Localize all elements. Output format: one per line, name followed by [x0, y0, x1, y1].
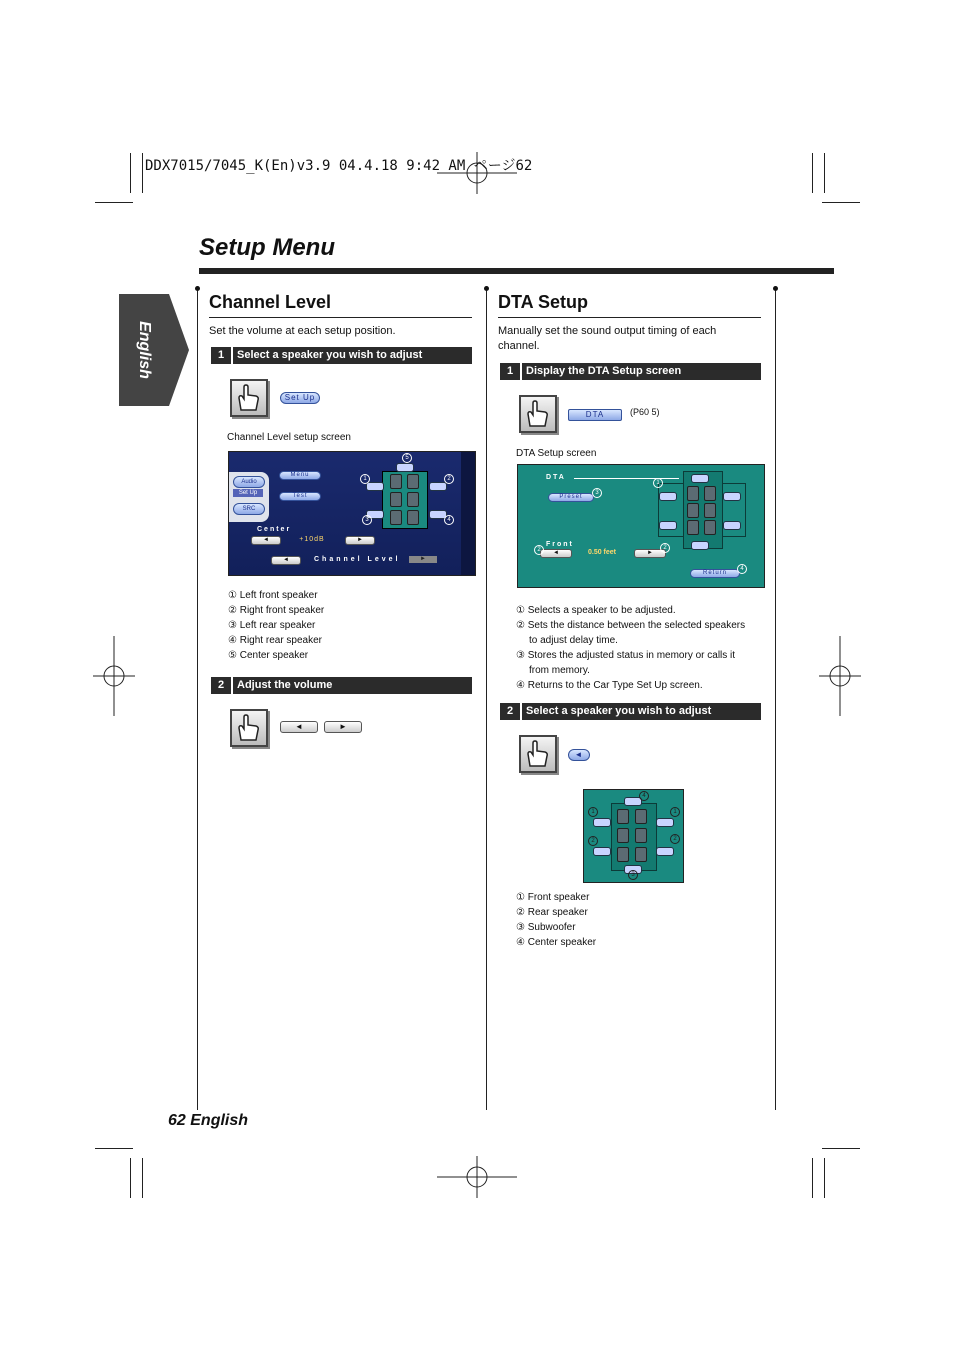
crop-mark [142, 1158, 143, 1198]
center-label: Center [257, 526, 292, 533]
speaker-icon [687, 486, 699, 501]
callout-3: 3 [592, 488, 602, 498]
speaker-icon [407, 492, 419, 507]
legend-item: from memory. [529, 665, 590, 676]
callout-4: 4 [639, 791, 649, 801]
step-label: Display the DTA Setup screen [526, 365, 682, 377]
dta-step-1 [500, 363, 761, 380]
side-src-button[interactable]: SRC [233, 503, 265, 515]
speaker-select-button[interactable]: ◄ [568, 749, 590, 761]
legend-item: to adjust delay time. [529, 635, 618, 646]
column-rule-middle [486, 290, 487, 1110]
crop-mark [822, 202, 860, 203]
column-dot [195, 286, 200, 291]
right-front-button[interactable] [429, 482, 447, 491]
speaker-icon [635, 828, 647, 843]
channel-level-title: Channel Level [209, 292, 332, 312]
callout-2: 2 [670, 834, 680, 844]
speaker-icon [390, 510, 402, 525]
channel-level-screen [228, 451, 476, 576]
right-arrow-button[interactable]: ► [345, 536, 375, 545]
speaker-icon [635, 809, 647, 824]
speaker-legend [516, 890, 596, 950]
left-front-button[interactable] [366, 482, 384, 491]
step-number: 2 [211, 677, 233, 694]
channel-level-legend [228, 588, 324, 663]
channel-level-step-1 [211, 347, 472, 364]
speaker-icon [704, 486, 716, 501]
callout-1: 1 [653, 478, 663, 488]
legend-item: ④ Center speaker [516, 937, 597, 948]
side-audio-button[interactable]: Audio [233, 476, 265, 488]
rear-right-button[interactable] [656, 847, 674, 856]
legend-item: ⑤ Center speaker [228, 650, 309, 661]
registration-mark-right [819, 636, 861, 716]
section-rule [209, 317, 472, 318]
step-number: 1 [500, 363, 522, 380]
channel-level-label: Channel Level [314, 556, 401, 563]
dta-step-2 [500, 703, 761, 720]
callout-2: 2 [534, 545, 544, 555]
speaker-icon [617, 809, 629, 824]
crop-mark [95, 202, 133, 203]
page-footer: 62 English [168, 1112, 249, 1129]
dta-setup-intro: Manually set the sound output timing of each channel. [498, 325, 717, 352]
channel-level-intro: Set the volume at each setup position. [209, 325, 396, 337]
front-right-button[interactable] [656, 818, 674, 827]
test-button[interactable]: Test [279, 492, 321, 501]
speaker-icon [704, 503, 716, 518]
page-reference: (P60 5) [630, 407, 660, 417]
left-arrow-button[interactable]: ◄ [251, 536, 281, 545]
column-rule-right [775, 290, 776, 1110]
speaker-icon [704, 520, 716, 535]
step-number: 1 [211, 347, 233, 364]
crop-mark [812, 153, 813, 193]
crop-mark [824, 153, 825, 193]
callout-2: 2 [660, 543, 670, 553]
touch-hand-icon [519, 395, 557, 433]
page-title: Setup Menu [199, 234, 335, 261]
callout-1: 1 [670, 807, 680, 817]
channel-level-screen-caption: Channel Level setup screen [227, 432, 351, 443]
crop-mark [824, 1158, 825, 1198]
column-dot [484, 286, 489, 291]
speaker-select-screen [583, 789, 684, 883]
callout-2: 2 [444, 474, 454, 484]
step-label: Select a speaker you wish to adjust [237, 349, 423, 361]
speaker-icon [617, 847, 629, 862]
front-left-button[interactable] [593, 818, 611, 827]
dta-button[interactable]: DTA [568, 409, 622, 421]
distance-up-button[interactable]: ► [634, 549, 666, 558]
callout-3: 3 [628, 870, 638, 880]
crop-mark [130, 1158, 131, 1198]
registration-mark-bottom [437, 1156, 517, 1198]
subwoofer-button[interactable] [691, 541, 709, 550]
rear-left-button[interactable] [593, 847, 611, 856]
center-speaker-button[interactable] [396, 463, 414, 472]
callout-4: 4 [737, 564, 747, 574]
step-label: Select a speaker you wish to adjust [526, 705, 712, 717]
rear-left-button[interactable] [659, 521, 677, 530]
legend-item: ② Rear speaker [516, 907, 588, 918]
crop-mark [822, 1148, 860, 1149]
next-page-button[interactable]: ► [409, 556, 437, 563]
column-dot [773, 286, 778, 291]
speaker-icon [617, 828, 629, 843]
column-rule-left [197, 290, 198, 1110]
return-button[interactable]: Return [690, 569, 740, 578]
car-diagram [382, 471, 428, 529]
registration-mark-left [93, 636, 135, 716]
touch-hand-icon [519, 735, 557, 773]
step-number: 2 [500, 703, 522, 720]
menu-button[interactable]: Menu [279, 471, 321, 480]
dta-setup-title: DTA Setup [498, 292, 588, 312]
channel-level-step-2 [211, 677, 472, 694]
volume-up-button[interactable]: ► [324, 721, 362, 733]
side-setup-button[interactable]: Set Up [233, 489, 263, 497]
rear-right-button[interactable] [723, 521, 741, 530]
legend-item: ① Front speaker [516, 892, 590, 903]
section-rule [498, 317, 761, 318]
callout-2: 2 [588, 836, 598, 846]
speaker-icon [635, 847, 647, 862]
speaker-icon [687, 520, 699, 535]
center-speaker-button[interactable] [691, 474, 709, 483]
speaker-icon [407, 510, 419, 525]
print-header: DDX7015/7045_K(En)v3.9 04.4.18 9:42 AM ページ62 [145, 158, 533, 174]
preset-button[interactable]: Preset [548, 493, 594, 502]
step-label: Adjust the volume [237, 679, 333, 691]
dta-screen [517, 464, 765, 588]
touch-hand-icon [230, 709, 268, 747]
crop-mark [130, 153, 131, 193]
language-tab-arrow [169, 294, 189, 406]
legend-item: ④ Returns to the Car Type Set Up screen. [516, 680, 703, 691]
front-label: Front [546, 541, 574, 548]
callout-1: 1 [360, 474, 370, 484]
callout-3: 3 [362, 515, 372, 525]
front-right-button[interactable] [723, 492, 741, 501]
dta-legend [516, 603, 745, 693]
speaker-icon [407, 474, 419, 489]
dta-screen-label: DTA [546, 474, 566, 481]
level-value: +10dB [299, 536, 325, 543]
legend-item: ② Right front speaker [228, 605, 325, 616]
legend-item: ② Sets the distance between the selected speakers [516, 620, 746, 631]
language-tab [119, 294, 169, 406]
language-tab-label: English [136, 321, 153, 379]
speaker-icon [687, 503, 699, 518]
speaker-icon [390, 474, 402, 489]
prev-page-button[interactable]: ◄ [271, 556, 301, 565]
legend-item: ④ Right rear speaker [228, 635, 323, 646]
speaker-icon [390, 492, 402, 507]
crop-mark [95, 1148, 133, 1149]
dta-screen-caption: DTA Setup screen [516, 448, 597, 459]
distance-value: 0.50 feet [587, 549, 617, 556]
setup-button[interactable]: Set Up [280, 392, 320, 404]
legend-item: ① Left front speaker [228, 590, 318, 601]
volume-down-button[interactable]: ◄ [280, 721, 318, 733]
callout-5: 5 [402, 453, 412, 463]
legend-item: ③ Left rear speaker [228, 620, 316, 631]
callout-1: 1 [588, 807, 598, 817]
touch-hand-icon [230, 379, 268, 417]
legend-item: ③ Stores the adjusted status in memory or calls it [516, 650, 736, 661]
front-left-button[interactable] [659, 492, 677, 501]
crop-mark [142, 153, 143, 193]
legend-item: ③ Subwoofer [516, 922, 576, 933]
title-rule [199, 268, 834, 274]
legend-item: ① Selects a speaker to be adjusted. [516, 605, 676, 616]
callout-4: 4 [444, 515, 454, 525]
distance-down-button[interactable]: ◄ [540, 549, 572, 558]
crop-mark [812, 1158, 813, 1198]
